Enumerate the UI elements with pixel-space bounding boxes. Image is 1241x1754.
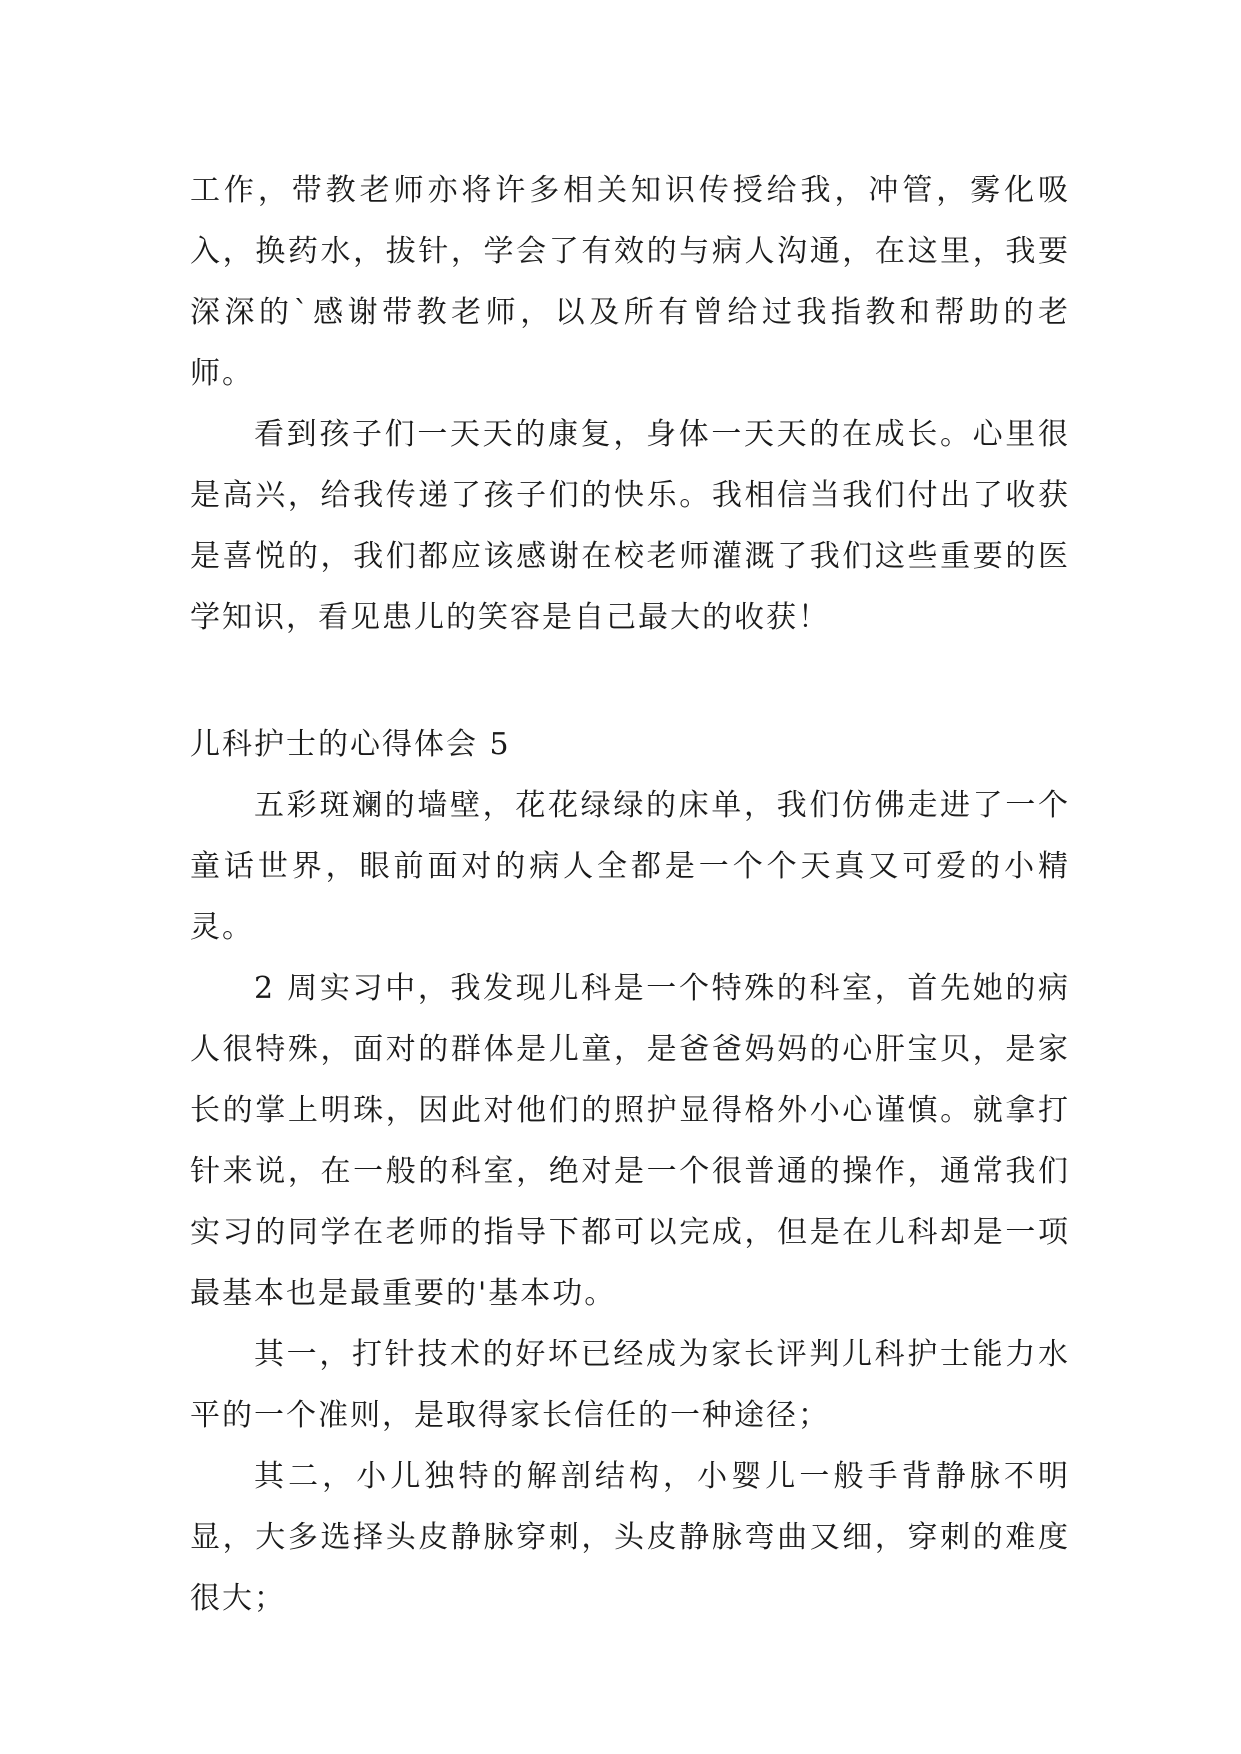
section-title: 儿科护士的心得体会 5 <box>190 727 511 762</box>
document-body <box>190 160 1070 1629</box>
paragraph-first-point: 其一，打针技术的好坏已经成为家长评判儿科护士能力水平的一个准则，是取得家长信任的一种途径； <box>190 1337 1070 1433</box>
paragraph-continuation: 工作，带教老师亦将许多相关知识传授给我，冲管，雾化吸入，换药水，拔针，学会了有效的与病人沟通，在这里，我要深深的`感谢带教老师，以及所有曾给过我指教和帮助的老师。 <box>190 173 1070 391</box>
paragraph-colorful-walls: 五彩斑斓的墙壁，花花绿绿的床单，我们仿佛走进了一个童话世界，眼前面对的病人全都是一个个天真又可爱的小精灵。 <box>190 788 1070 945</box>
paragraph-recovery: 看到孩子们一天天的康复，身体一天天的在成长。心里很是高兴，给我传递了孩子们的快乐。我相信当我们付出了收获是喜悦的，我们都应该感谢在校老师灌溉了我们这些重要的医学知识，看见患儿的笑容是自己最大的收获！ <box>190 417 1070 635</box>
paragraph-second-point: 其二，小儿独特的解剖结构，小婴儿一般手背静脉不明显，大多选择头皮静脉穿刺，头皮静脉弯曲又细，穿刺的难度很大； <box>190 1459 1070 1616</box>
paragraph-internship: 2 周实习中，我发现儿科是一个特殊的科室，首先她的病人很特殊，面对的群体是儿童，是爸爸妈妈的心肝宝贝，是家长的掌上明珠，因此对他们的照护显得格外小心谨慎。就拿打针来说，在一般的科室，绝对是一个很普通的操作，通常我们实习的同学在老师的指导下都可以完成，但是在儿科却是一项最基本也是最重要的'基本功。 <box>190 971 1070 1311</box>
